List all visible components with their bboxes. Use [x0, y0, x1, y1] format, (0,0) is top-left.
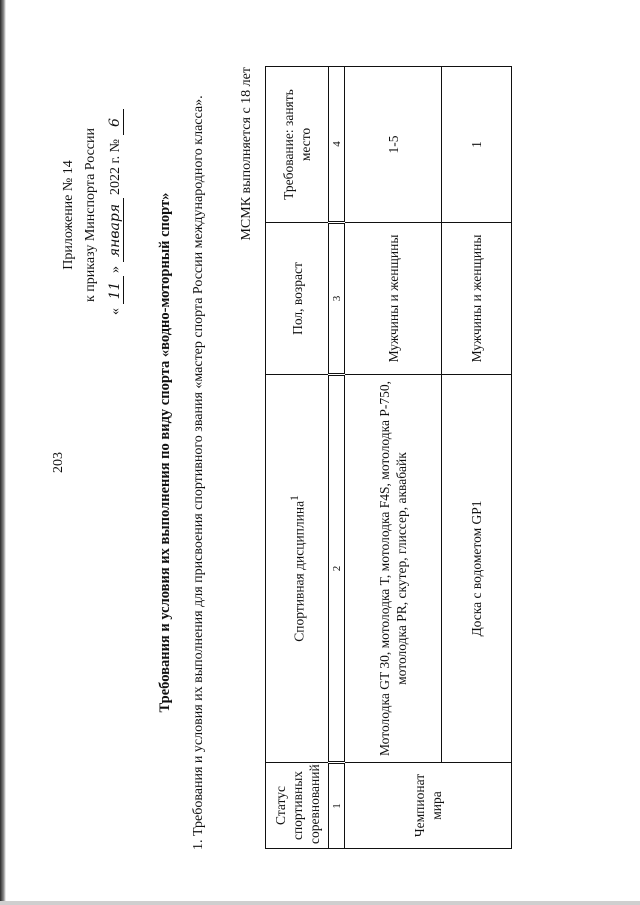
order-year: 2022	[108, 167, 123, 195]
place-cell: 1	[442, 67, 512, 223]
header-discipline-text: Спортивная дисциплина	[291, 500, 307, 642]
column-number: 4	[329, 67, 345, 223]
order-day: 11	[107, 277, 124, 305]
header-discipline	[266, 375, 329, 763]
appendix-number: Приложение № 14	[61, 160, 76, 270]
order-year-suffix: г. №	[108, 138, 123, 164]
table-row	[442, 67, 512, 849]
place-cell: 1-5	[345, 67, 442, 223]
order-number: 6	[107, 109, 124, 135]
page-number: 203	[51, 452, 66, 473]
section-heading: 1. Требования и условия их выполнения для присвоения спортивного звания «мастер спорта России международного класса».	[191, 95, 206, 850]
column-number: 1	[329, 763, 345, 849]
quote-open: «	[108, 308, 123, 315]
gender-cell: Мужчины и женщины	[345, 223, 442, 375]
column-number-row	[329, 67, 345, 849]
table-label: МСМК выполняется с 18 лет	[239, 67, 254, 241]
header-status: Статус спортивных соревнований	[266, 763, 329, 849]
discipline-cell: Доска с водометом GP1	[442, 375, 512, 763]
competition-status: Чемпионат мира	[345, 763, 512, 849]
column-number: 3	[329, 223, 345, 375]
header-place: Требование: занять место	[266, 67, 329, 223]
discipline-cell: Мотолодка GT 30, мотолодка T, мотолодка F4S, мотолодка P-750, мотолодка PR, скутер, глиссер, аквабайк	[345, 375, 442, 763]
appendix-order-date	[107, 85, 124, 315]
quote-close: »	[108, 266, 123, 273]
column-number: 2	[329, 375, 345, 763]
requirements-table	[265, 66, 512, 849]
table-row	[345, 67, 442, 849]
order-month: января	[107, 199, 124, 263]
gender-cell: Мужчины и женщины	[442, 223, 512, 375]
footnote-mark: 1	[288, 495, 301, 501]
table-header-row	[266, 67, 329, 849]
document-title: Требования и условия их выполнения по виду спорта «водно-моторный спорт»	[157, 192, 173, 713]
header-gender-age: Пол, возраст	[266, 223, 329, 375]
appendix-order-reference: к приказу Минспорта России	[83, 128, 98, 302]
